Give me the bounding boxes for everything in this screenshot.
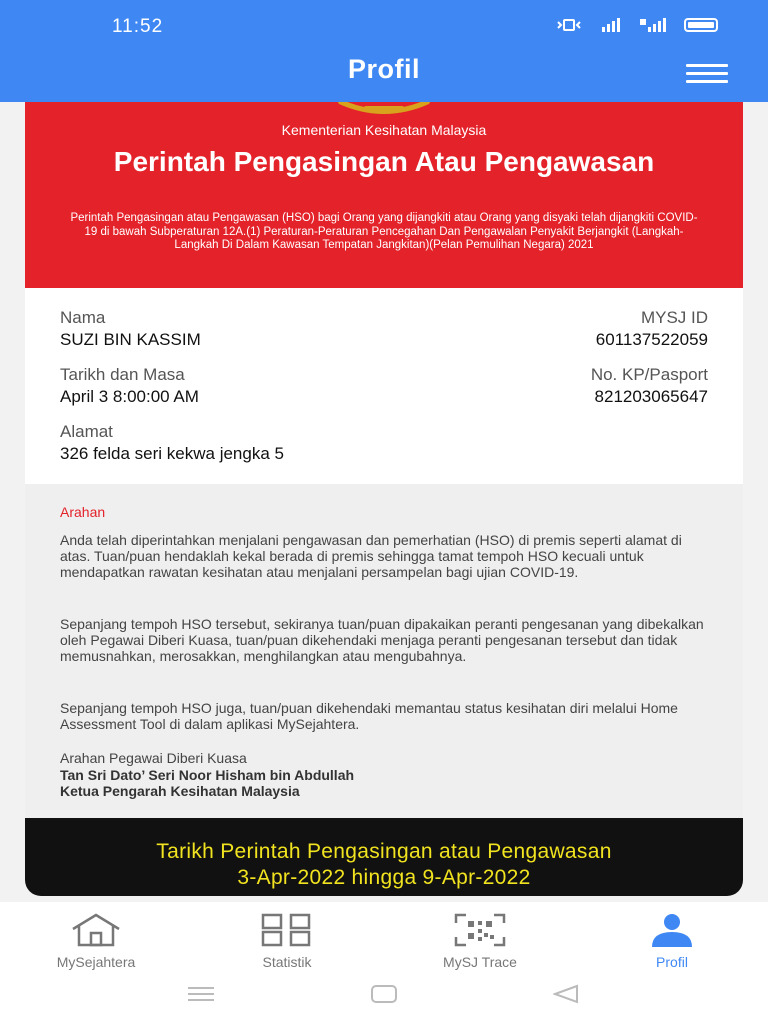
status-icons [556, 18, 718, 32]
signal-4g-icon [640, 18, 666, 32]
signal-icon [600, 18, 622, 32]
name-label: Nama [60, 308, 106, 327]
back-icon[interactable] [553, 984, 579, 1004]
house-icon [69, 913, 123, 947]
instructions-title: Arahan [60, 504, 106, 520]
app-bar [0, 0, 768, 102]
instruction-paragraph-1: Anda telah diperintahkan menjalani pengawasan dan pemerhatian (HSO) di premis seperti alamat di atas. Tuan/puan hendaklah kekal berada di premis sehingga tamat tempoh HSO kecuali untuk mendapatkan rawatan kesihatan atau menjalani persampelan bagi ujian COVID-19. [60, 532, 682, 580]
order-period-label: Tarikh Perintah Pengasingan atau Pengawasan [156, 840, 612, 863]
personal-info-panel [25, 288, 743, 484]
date-time-label: Tarikh dan Masa [60, 365, 185, 384]
nav-label-mysj-trace: MySJ Trace [443, 954, 517, 970]
date-time-value: April 3 8:00:00 AM [60, 387, 199, 406]
order-description: Perintah Pengasingan atau Pengawasan (HSO) bagi Orang yang dijangkiti atau Orang yang disyaki telah dijangkiti COVID-19 di bawah Subperaturan 12A.(1) Peraturan-Peraturan Pencegahan Dan Pengawalan Penyakit Berjangkit (Langkah-Langkah Di Dalam Kawasan Tempatan Jangkitan)(Pelan Pemulihan Negara) 2021 [70, 212, 698, 251]
profile-content[interactable] [0, 102, 768, 902]
name-value: SUZI BIN KASSIM [60, 330, 201, 349]
mysj-id-value: 601137522059 [595, 330, 708, 349]
nav-profil[interactable] [597, 912, 747, 970]
instruction-paragraph-3: Sepanjang tempoh HSO juga, tuan/puan dikehendaki memantau status kesihatan diri melalui Home Assessment Tool di dalam aplikasi MySejahtera. [60, 700, 678, 732]
order-header-card [25, 102, 743, 288]
grid-icon [261, 913, 313, 947]
coat-of-arms-icon [329, 102, 439, 114]
signer-name: Tan Sri Dato’ Seri Noor Hisham bin Abdullah [60, 767, 355, 783]
system-navigation-bar [0, 972, 768, 1024]
person-icon [650, 913, 694, 947]
ministry-name: Kementerian Kesihatan Malaysia [281, 122, 487, 138]
bottom-navigation [0, 902, 768, 1024]
instruction-paragraph-2: Sepanjang tempoh HSO tersebut, sekiranya tuan/puan dipakaikan peranti pengesanan yang dibekalkan oleh Pegawai Diberi Kuasa, tuan/puan dikehendaki menjaga peranti pengesanan tersebut dan tidak memusnahkan, merosakkan, menghilangkan atau mengubahnya. [60, 616, 704, 664]
vibrate-icon [556, 18, 582, 32]
signer-title: Ketua Pengarah Kesihatan Malaysia [60, 783, 300, 799]
mysj-id-label: MYSJ ID [640, 308, 708, 327]
recents-icon[interactable] [188, 986, 214, 1002]
ic-passport-value: 821203065647 [594, 387, 708, 406]
home-icon[interactable] [371, 985, 397, 1003]
nav-mysj-trace[interactable] [405, 912, 555, 970]
nav-label-profil: Profil [656, 954, 688, 970]
order-period-range: 3-Apr-2022 hingga 9-Apr-2022 [237, 866, 531, 889]
instructions-section [25, 484, 743, 818]
nav-mysejahtera[interactable] [21, 912, 171, 970]
page-title: Profil [347, 54, 420, 84]
nav-label-statistik: Statistik [262, 954, 312, 970]
signer-role: Arahan Pegawai Diberi Kuasa [60, 750, 247, 766]
address-value: 326 felda seri kekwa jengka 5 [60, 444, 284, 463]
nav-statistik[interactable] [212, 912, 362, 970]
order-title: Perintah Pengasingan Atau Pengawasan [113, 146, 655, 177]
battery-icon [684, 18, 718, 32]
order-period-banner [25, 818, 743, 896]
qr-code-icon [454, 913, 506, 947]
status-time: 11:52 [112, 16, 164, 37]
nav-label-mysejahtera: MySejahtera [56, 954, 136, 970]
address-label: Alamat [60, 422, 113, 441]
hamburger-menu-icon[interactable] [686, 64, 728, 84]
ic-passport-label: No. KP/Pasport [590, 365, 708, 384]
